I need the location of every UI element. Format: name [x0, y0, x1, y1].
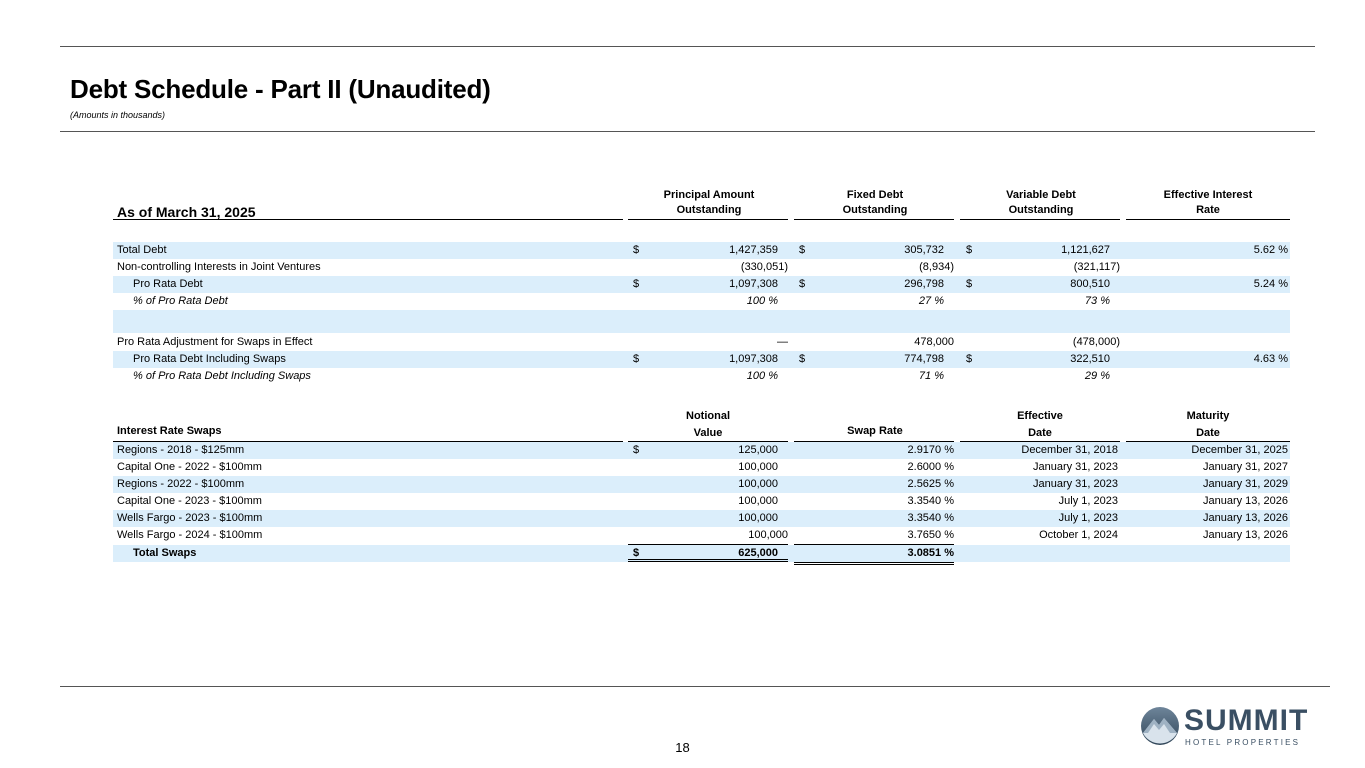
swap-rate: 3.7650 % [794, 527, 954, 545]
debt-table [113, 186, 1290, 385]
debt-row-spacer [113, 310, 1290, 333]
row-label: Total Debt [117, 244, 167, 256]
page-title: Debt Schedule - Part II (Unaudited) [70, 74, 491, 104]
dollar-sign: $ [799, 278, 806, 290]
swap-effective-date: January 31, 2023 [1032, 478, 1118, 490]
swap-maturity-date: January 13, 2026 [1202, 495, 1288, 507]
variable-value: 1,121,627 [1061, 244, 1110, 256]
debt-row-pro-rata-swaps [113, 351, 1290, 368]
swap-total-value: 625,000 [738, 547, 778, 559]
variable-value: (321,117) [960, 259, 1120, 277]
variable-pct: 73 % [1084, 295, 1110, 307]
rate-value: 4.63 % [1253, 353, 1288, 365]
swap-row [113, 476, 1290, 493]
swap-rate: 2.9170 % [907, 444, 954, 456]
debt-row-pro-rata-pct [113, 293, 1290, 310]
debt-row-total [113, 242, 1290, 259]
principal-value: (330,051) [628, 259, 788, 277]
debt-table-heading: As of March 31, 2025 [117, 204, 256, 220]
dollar-sign: $ [966, 353, 973, 365]
col-header-rate: Effective Interest Rate [1163, 189, 1253, 216]
swap-value: 100,000 [738, 478, 778, 490]
dollar-sign: $ [966, 244, 973, 256]
row-label: Pro Rata Adjustment for Swaps in Effect [117, 336, 313, 348]
swap-rate: 2.6000 % [907, 461, 954, 473]
swap-maturity-date: January 31, 2029 [1202, 478, 1288, 490]
swap-effective-date: July 1, 2023 [1058, 512, 1118, 524]
mountain-logo-icon [1140, 706, 1180, 746]
debt-row-swap-adjustment [113, 334, 1290, 351]
variable-value: (478,000) [960, 334, 1120, 352]
swaps-table [113, 406, 1290, 562]
fixed-value: 478,000 [794, 334, 954, 352]
swap-maturity-date: January 13, 2026 [1202, 529, 1288, 541]
row-label: Pro Rata Debt Including Swaps [133, 353, 286, 365]
swap-row [113, 459, 1290, 476]
swap-maturity-date: January 13, 2026 [1202, 512, 1288, 524]
swap-maturity-date: December 31, 2025 [1191, 444, 1288, 456]
swap-value: 125,000 [738, 444, 778, 456]
swap-effective-date: January 31, 2023 [1032, 461, 1118, 473]
footer-rule [60, 686, 1330, 687]
swap-value: 100,000 [738, 495, 778, 507]
swap-row [113, 510, 1290, 527]
swap-label: Capital One - 2023 - $100mm [117, 495, 262, 507]
debt-row-pro-rata [113, 276, 1290, 293]
row-label: % of Pro Rata Debt Including Swaps [133, 370, 311, 382]
page-subtitle: (Amounts in thousands) [70, 110, 166, 120]
swap-total-rate: 3.0851 % [794, 545, 954, 565]
swap-maturity-date: January 31, 2027 [1202, 461, 1288, 473]
principal-pct: 100 % [746, 295, 778, 307]
col-header-notional: Notional Value [686, 410, 730, 439]
principal-value: 1,097,308 [729, 278, 778, 290]
swap-effective-date: October 1, 2024 [1039, 529, 1118, 541]
rate-value: 5.62 % [1253, 244, 1288, 256]
debt-row-noncontrolling [113, 259, 1290, 276]
swap-rate: 3.3540 % [907, 512, 954, 524]
row-label: Non-controlling Interests in Joint Ventures [117, 261, 321, 273]
rate-value: 5.24 % [1253, 278, 1288, 290]
col-header-effective: Effective Date [1017, 410, 1063, 439]
swaps-table-header [113, 406, 1290, 442]
principal-value: 1,097,308 [729, 353, 778, 365]
dollar-sign: $ [633, 244, 640, 256]
summit-logo [1140, 704, 1320, 748]
dollar-sign: $ [799, 244, 806, 256]
variable-pct: 29 % [1084, 370, 1110, 382]
swap-effective-date: July 1, 2023 [1058, 495, 1118, 507]
swap-row [113, 442, 1290, 459]
title-rule [60, 131, 1315, 132]
swap-row [113, 527, 1290, 544]
dollar-sign: $ [633, 444, 640, 456]
logo-wordmark: SUMMIT [1184, 704, 1309, 737]
fixed-pct: 71 % [918, 370, 944, 382]
top-rule [60, 46, 1315, 47]
variable-value: 322,510 [1070, 353, 1110, 365]
dollar-sign: $ [633, 278, 640, 290]
swap-rate: 2.5625 % [907, 478, 954, 490]
dollar-sign: $ [799, 353, 806, 365]
col-header-fixed: Fixed Debt Outstanding [842, 189, 908, 216]
col-header-label: Interest Rate Swaps [117, 425, 222, 437]
col-header-swap-rate: Swap Rate [847, 425, 903, 437]
swap-value: 100,000 [738, 461, 778, 473]
logo-tagline: HOTEL PROPERTIES [1185, 738, 1301, 747]
debt-row-pro-rata-swaps-pct [113, 368, 1290, 385]
dollar-sign: $ [966, 278, 973, 290]
row-label: Pro Rata Debt [133, 278, 203, 290]
principal-pct: 100 % [746, 370, 778, 382]
page-number: 18 [675, 740, 690, 755]
swap-label: Regions - 2018 - $125mm [117, 444, 245, 456]
swap-label: Capital One - 2022 - $100mm [117, 461, 262, 473]
col-header-variable: Variable Debt Outstanding [1006, 189, 1076, 216]
swap-effective-date: December 31, 2018 [1021, 444, 1118, 456]
swap-label: Regions - 2022 - $100mm [117, 478, 245, 490]
principal-value: — [628, 334, 788, 352]
swap-row [113, 493, 1290, 510]
fixed-value: 774,798 [904, 353, 944, 365]
principal-value: 1,427,359 [729, 244, 778, 256]
fixed-pct: 27 % [918, 295, 944, 307]
dollar-sign: $ [628, 545, 788, 562]
col-header-principal: Principal Amount Outstanding [663, 189, 755, 216]
swap-label: Wells Fargo - 2024 - $100mm [117, 529, 263, 541]
swap-total-row [113, 545, 1290, 562]
fixed-value: 296,798 [904, 278, 944, 290]
swap-value: 100,000 [738, 512, 778, 524]
swap-rate: 3.3540 % [907, 495, 954, 507]
swap-value: 100,000 [628, 527, 788, 545]
variable-value: 800,510 [1070, 278, 1110, 290]
debt-table-header [113, 186, 1290, 220]
fixed-value: 305,732 [904, 244, 944, 256]
dollar-sign: $ [633, 353, 640, 365]
swap-label: Wells Fargo - 2023 - $100mm [117, 512, 263, 524]
col-header-maturity: Maturity Date [1186, 410, 1230, 439]
row-label: % of Pro Rata Debt [133, 295, 228, 307]
fixed-value: (8,934) [794, 259, 954, 277]
swap-total-label: Total Swaps [133, 547, 197, 559]
